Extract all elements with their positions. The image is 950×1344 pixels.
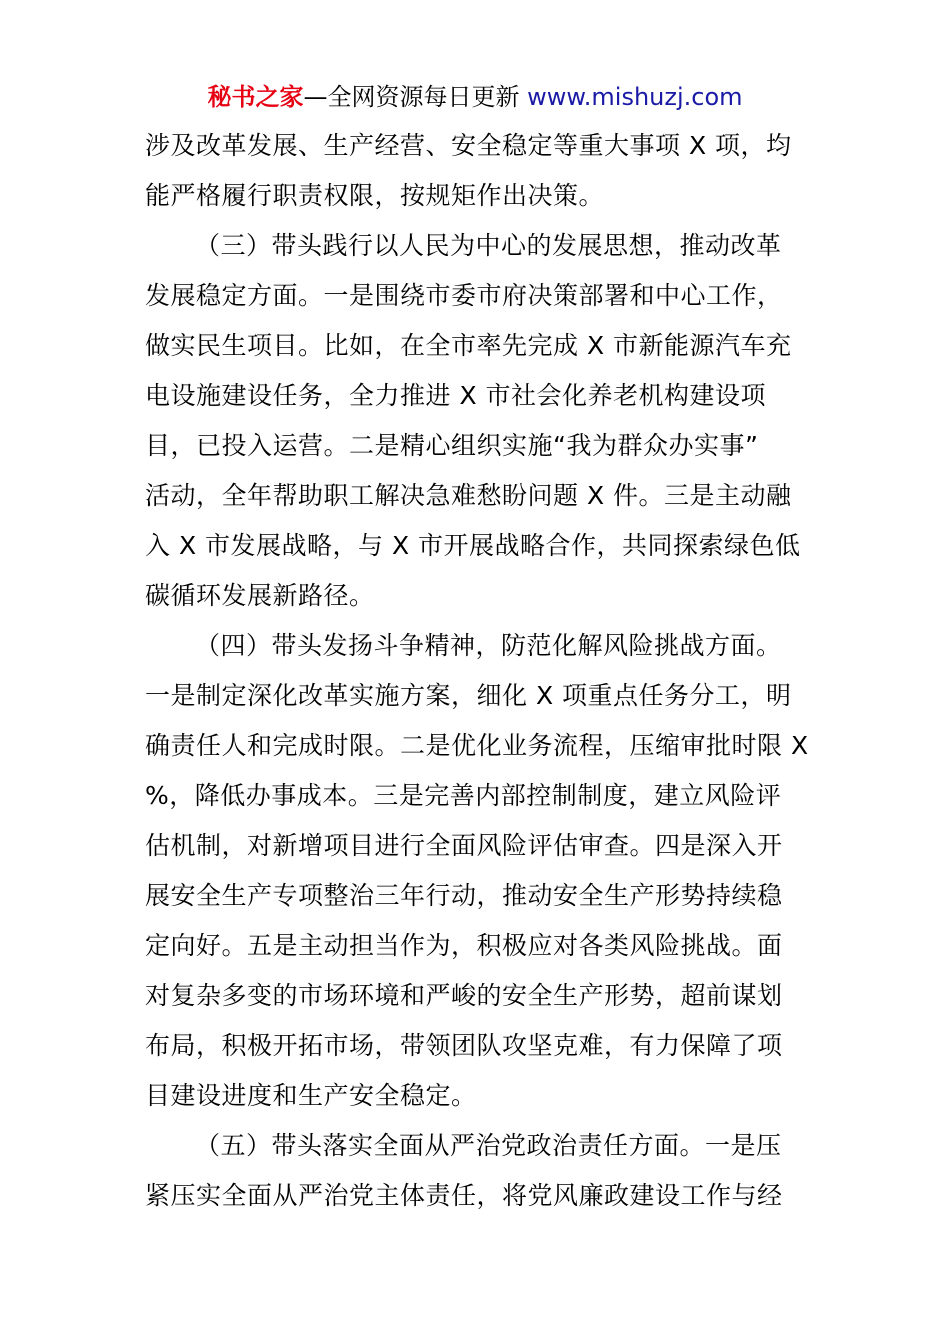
section-heading-5: （五）带头落实全面从严治党政治责任方面。一是压 xyxy=(195,1131,782,1160)
text-line: 碳循环发展新路径。 xyxy=(145,581,375,610)
text-line: 电设施建设任务，全力推进 X 市社会化养老机构建设项 xyxy=(145,381,767,410)
site-tagline: —全网资源每日更新 xyxy=(303,83,528,111)
text-line: 一是制定深化改革实施方案，细化 X 项重点任务分工，明 xyxy=(145,681,792,710)
text-line: 发展稳定方面。一是围绕市委市府决策部署和中心工作， xyxy=(145,281,783,310)
text-line: 目，已投入运营。二是精心组织实施“我为群众办实事” xyxy=(145,431,759,460)
text-line: 做实民生项目。比如，在全市率先完成 X 市新能源汽车充 xyxy=(145,331,792,360)
text-line: 定向好。五是主动担当作为，积极应对各类风险挑战。面 xyxy=(145,931,783,960)
text-line: 展安全生产专项整治三年行动，推动安全生产形势持续稳 xyxy=(145,881,783,910)
text-line: 入 X 市发展战略，与 X 市开展战略合作，共同探索绿色低 xyxy=(145,531,801,560)
text-line: 能严格履行职责权限，按规矩作出决策。 xyxy=(145,181,605,210)
text-line: 活动，全年帮助职工解决急难愁盼问题 X 件。三是主动融 xyxy=(145,481,792,510)
section-heading-4: （四）带头发扬斗争精神，防范化解风险挑战方面。 xyxy=(195,631,782,660)
text-line: 涉及改革发展、生产经营、安全稳定等重大事项 X 项，均 xyxy=(145,131,792,160)
site-brand: 秘书之家 xyxy=(207,83,304,111)
text-line: 紧压实全面从严治党主体责任，将党风廉政建设工作与经 xyxy=(145,1181,783,1210)
text-line: 估机制，对新增项目进行全面风险评估审查。四是深入开 xyxy=(145,831,783,860)
text-line: 对复杂多变的市场环境和严峻的安全生产形势，超前谋划 xyxy=(145,981,783,1010)
text-line: 布局，积极开拓市场，带领团队攻坚克难，有力保障了项 xyxy=(145,1031,783,1060)
text-line: %，降低办事成本。三是完善内部控制制度，建立风险评 xyxy=(145,781,782,810)
text-line: 目建设进度和生产安全稳定。 xyxy=(145,1081,477,1110)
text-line: 确责任人和完成时限。二是优化业务流程，压缩审批时限 X xyxy=(145,731,809,760)
site-url-link[interactable]: www.mishuzj.com xyxy=(527,83,743,111)
site-header xyxy=(0,80,950,114)
section-heading-3: （三）带头践行以人民为中心的发展思想，推动改革 xyxy=(195,231,782,260)
